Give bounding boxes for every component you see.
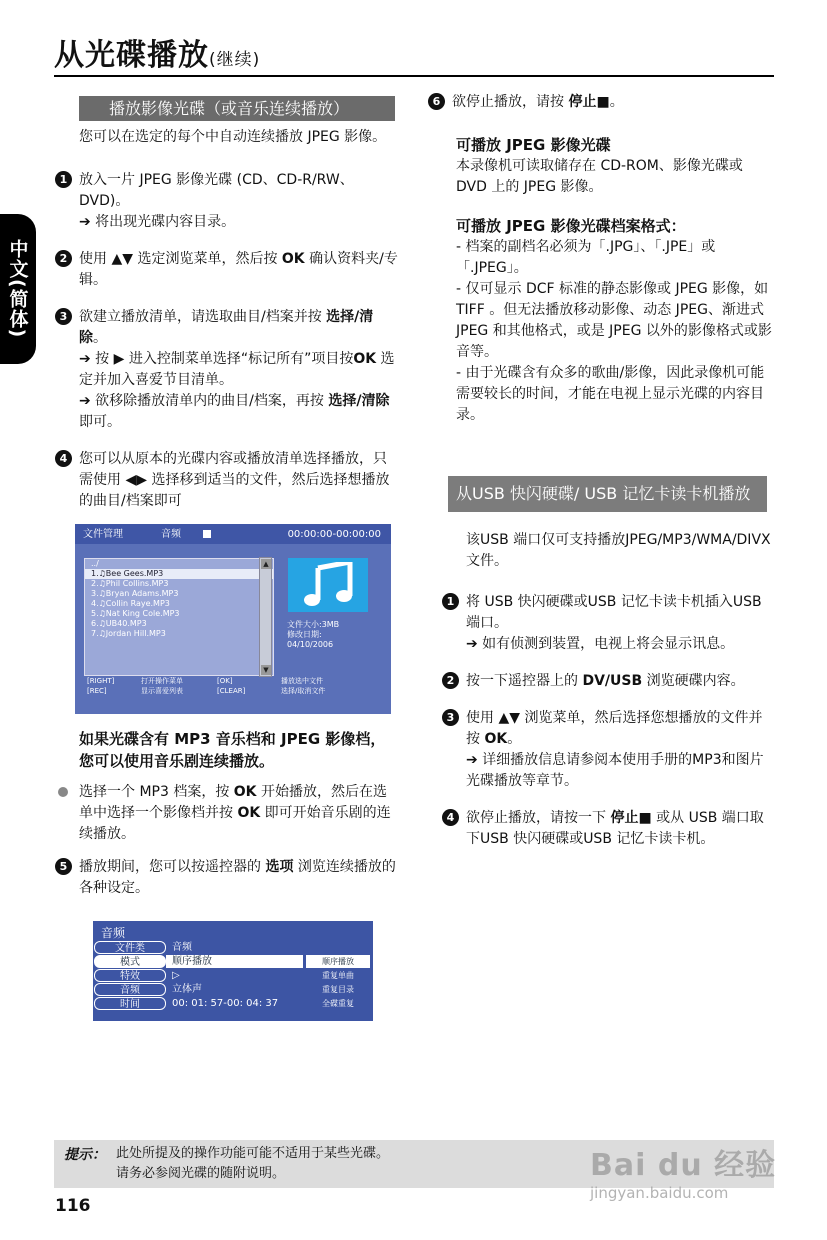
step-number: 3: [442, 709, 459, 726]
section-header-usb: 从USB 快闪硬碟/ USB 记忆卡读卡机播放: [448, 476, 767, 512]
arrow-keys: ◀▶: [125, 472, 147, 488]
step-number: 1: [55, 171, 72, 188]
key-name: [RIGHT]: [87, 677, 115, 685]
text-part: 选择移到适当的文件，然后选择想播放的曲目/档案即可: [79, 472, 390, 509]
bullet-text: [79, 782, 400, 845]
key-name: [OK]: [217, 677, 233, 685]
file-manager-tab: 文件管理: [83, 528, 123, 540]
file-size: 文件大小:3MB: [287, 620, 340, 629]
scroll-up-icon: ▲: [261, 559, 271, 569]
file-row: 6.♫UB40.MP3: [91, 619, 147, 628]
audio-row-active: [93, 955, 303, 968]
section-header-image-disc: 播放影像光碟（或音乐连续播放）: [79, 96, 395, 121]
playable-disc-body: 本录像机可读取储存在 CD-ROM、影像光碟或 DVD 上的 JPEG 影像。: [456, 158, 743, 195]
text-part: 使用: [79, 251, 112, 267]
file-format-line: - 由于光碟含有众多的歌曲/影像，因此录像机可能需要较长的时间，才能在电视上显示光碟的内容目录。: [456, 365, 765, 423]
audio-row: [93, 969, 303, 982]
step-text: [79, 307, 400, 349]
step-number: 2: [55, 250, 72, 267]
audio-row-label: 时间: [94, 997, 166, 1010]
modified-date-label: 修改日期:: [287, 630, 322, 639]
stop-key: 停止■: [610, 810, 652, 826]
file-format-heading: 可播放 JPEG 影像光碟档案格式：: [456, 217, 686, 235]
key-action: 显示喜爱列表: [141, 687, 183, 695]
watermark-logo: Bai du 经验: [590, 1148, 777, 1183]
step-text: 将 USB 快闪硬碟或USB 记忆卡读卡机插入USB 端口。: [466, 594, 762, 631]
file-list: [84, 558, 274, 676]
page-title-main: 从光碟播放: [54, 38, 209, 73]
page-number: 116: [55, 1196, 91, 1216]
file-manager-screen: [75, 524, 391, 714]
key-action: 选择/取消文件: [281, 687, 326, 695]
options-key: 选项: [265, 859, 294, 875]
key-legend-row: [87, 686, 387, 696]
text-part: 选择一个 MP3 档案，按: [79, 784, 234, 800]
audio-row: [93, 983, 303, 996]
key-name: [REC]: [87, 687, 107, 695]
audio-settings-screen: [93, 921, 373, 1021]
text-part: 欲建立播放清单，请选取曲目/档案并按: [79, 309, 327, 325]
text-part: 选定并加入喜爱节目清单。: [79, 351, 395, 388]
title-rule: [54, 75, 774, 77]
audio-row-value: 00: 01: 57-00: 04: 37: [172, 998, 279, 1009]
file-format-line: - 档案的副档名必须为「.JPG」、「.JPE」或「.JPEG」。: [456, 239, 716, 276]
step-text: 放入一片 JPEG 影像光碟 (CD、CD-R/RW、DVD)。: [79, 172, 354, 209]
modified-date: 04/10/2006: [287, 640, 334, 649]
file-info: [287, 620, 339, 650]
text-part: 浏览连续播放的各种设定。: [79, 859, 396, 896]
text-part: 确认资料夹/专辑。: [79, 251, 398, 288]
play-mode-options: [306, 955, 370, 1011]
arrow-keys: ▲▼: [111, 251, 133, 267]
text-part: 欲停止播放，请按一下: [466, 810, 611, 826]
select-clear-key: 选择/清除: [79, 309, 374, 346]
audio-row: [93, 997, 303, 1010]
baidu-watermark: [590, 1140, 780, 1216]
tip-label: 提示：: [64, 1147, 106, 1163]
watermark-url: jingyan.baidu.com: [590, 1184, 729, 1202]
step-text: [466, 708, 773, 750]
file-row: 4.♫Collin Raye.MP3: [91, 599, 170, 608]
audio-row: [93, 941, 303, 954]
audio-row-value: 立体声: [172, 984, 202, 995]
file-row: ../: [91, 559, 99, 568]
text-part: 选定浏览菜单，然后按: [133, 251, 282, 267]
usb-step-3: [442, 708, 773, 792]
tip-text: [116, 1144, 389, 1184]
page-title-sub: (继续): [209, 50, 261, 70]
file-manager-topbar: [75, 524, 391, 544]
step-arrow-text: [79, 349, 400, 391]
bullet-item: [55, 782, 400, 845]
step-number: 4: [442, 809, 459, 826]
bullet-dot-icon: [58, 787, 68, 797]
step-arrow-text: ➔ 详细播放信息请参阅本使用手册的MP3和图片光碟播放等章节。: [466, 752, 764, 789]
step-3: [55, 307, 400, 433]
usb-step-4: [442, 808, 773, 850]
step-text: [79, 857, 400, 899]
file-row: 7.♫Jordan Hill.MP3: [91, 629, 166, 638]
text-part: 即可。: [79, 414, 121, 430]
text-part: 。: [93, 330, 107, 346]
text-part: 开始播放，然后在选单中选择一个影像档并按: [79, 784, 387, 821]
text-part: ➔ 欲移除播放清单内的曲目/档案，再按: [79, 393, 329, 409]
step-text: [466, 671, 773, 692]
step-5: [55, 857, 400, 899]
usb-step-1: [442, 592, 773, 655]
time-readout: 00:00:00-00:00:00: [287, 528, 381, 540]
step-number: 4: [55, 450, 72, 467]
language-tab: [0, 214, 36, 364]
select-clear-key: 选择/清除: [328, 393, 390, 409]
step-number: 3: [55, 308, 72, 325]
text-part: 使用: [466, 710, 499, 726]
usb-step-2: [442, 671, 773, 692]
text-part: 。: [507, 731, 522, 747]
text-part: 播放期间，您可以按遥控器的: [79, 859, 266, 875]
step-arrow-text: ➔ 将出现光碟内容目录。: [79, 214, 236, 230]
stop-key: 停止■: [568, 94, 610, 110]
usb-intro: 该USB 端口仅可支持播放JPEG/MP3/WMA/DIVX文件。: [466, 532, 771, 569]
step-arrow-text: [79, 391, 400, 433]
audio-row-label: 音频: [94, 983, 166, 996]
left-column: [55, 96, 400, 1021]
file-row: 3.♫Bryan Adams.MP3: [91, 589, 179, 598]
text-part: 即可开始音乐剧的连续播放。: [79, 805, 391, 842]
audio-row-label: 模式: [94, 955, 166, 968]
step-1: [55, 170, 400, 233]
text-part: 或从 USB 端口取下USB 快闪硬碟或USB 记忆卡读卡机。: [466, 810, 764, 847]
text-part: 您可以从原本的光碟内容或播放清单选择播放，只需使用: [79, 451, 387, 488]
play-mode-option: 全碟重复: [322, 999, 354, 1008]
text-part: 浏览菜单，然后选择您想播放的文件并按: [466, 710, 763, 747]
play-mode-option: 重复目录: [322, 985, 354, 994]
text-part: ➔ 按 ▶ 进入控制菜单选择“标记所有”项目按: [79, 351, 354, 367]
audio-row-value: 顺序播放: [166, 955, 303, 968]
step-6: [428, 92, 773, 113]
audio-row-value: ▷: [172, 970, 180, 981]
step-text: [466, 808, 773, 850]
file-row-selected: 1.♫Bee Gees.MP3: [85, 569, 273, 579]
ok-key: OK: [237, 805, 261, 821]
file-row: 5.♫Nat King Cole.MP3: [91, 609, 180, 618]
file-list-scrollbar: [259, 557, 272, 677]
step-number: 6: [428, 93, 445, 110]
step-text: [452, 92, 773, 113]
play-mode-option: 重复单曲: [322, 971, 354, 980]
file-format-line: - 仅可显示 DCF 标准的静态影像或 JPEG 影像，如 TIFF 。但无法播放移动影像、动态 JPEG、渐进式 JPEG 和其他格式，或是 JPEG 以外的影像格式或影音等。: [456, 281, 772, 360]
file-row: 2.♫Phil Collins.MP3: [91, 579, 169, 588]
text-part: 欲停止播放，请按: [452, 94, 569, 110]
ok-key: OK: [281, 251, 305, 267]
stop-square-icon: [203, 530, 211, 538]
key-legend-row: [87, 676, 387, 686]
right-column: [428, 92, 773, 850]
key-action: 播放选中文件: [281, 677, 323, 685]
step-arrow-text: ➔ 如有侦测到装置，电视上将会显示讯息。: [466, 636, 735, 652]
language-tab-label: 中文(简体): [6, 239, 29, 339]
key-legend: [87, 676, 387, 696]
audio-row-label: 文件类: [94, 941, 166, 954]
text-part: 按一下遥控器上的: [466, 673, 583, 689]
step-number: 1: [442, 593, 459, 610]
step-text: [79, 449, 400, 512]
step-number: 5: [55, 858, 72, 875]
intro-text: 您可以在选定的每个中自动连续播放 JPEG 影像。: [79, 129, 387, 145]
play-mode-option-selected: 顺序播放: [306, 955, 370, 968]
audio-tab: 音频: [161, 528, 181, 540]
mp3-jpeg-note: 如果光碟含有 MP3 音乐档和 JPEG 影像档，您可以使用音乐剧连续播放。: [79, 730, 386, 770]
audio-menu-title: 音频: [101, 926, 126, 940]
music-note-icon: [288, 558, 368, 612]
key-action: 打开操作菜单: [141, 677, 183, 685]
tip-line: 此处所提及的操作功能可能不适用于某些光碟。: [116, 1146, 390, 1161]
text-part: 。: [609, 94, 624, 110]
ok-key: OK: [233, 784, 257, 800]
step-2: [55, 249, 400, 291]
tip-line: 请务必参阅光碟的随附说明。: [116, 1166, 286, 1181]
text-part: 浏览硬碟内容。: [642, 673, 745, 689]
step-number: 2: [442, 672, 459, 689]
ok-key: OK: [484, 731, 508, 747]
dv-usb-key: DV/USB: [582, 673, 643, 689]
step-text: [79, 249, 400, 291]
audio-row-label: 特效: [94, 969, 166, 982]
key-name: [CLEAR]: [217, 687, 246, 695]
scroll-down-icon: ▼: [261, 665, 271, 675]
playable-disc-heading: 可播放 JPEG 影像光碟: [456, 136, 611, 154]
audio-row-value: 音频: [172, 942, 192, 953]
step-4: [55, 449, 400, 512]
page-title: [54, 30, 260, 74]
ok-key: OK: [353, 351, 377, 367]
arrow-keys: ▲▼: [498, 710, 520, 726]
